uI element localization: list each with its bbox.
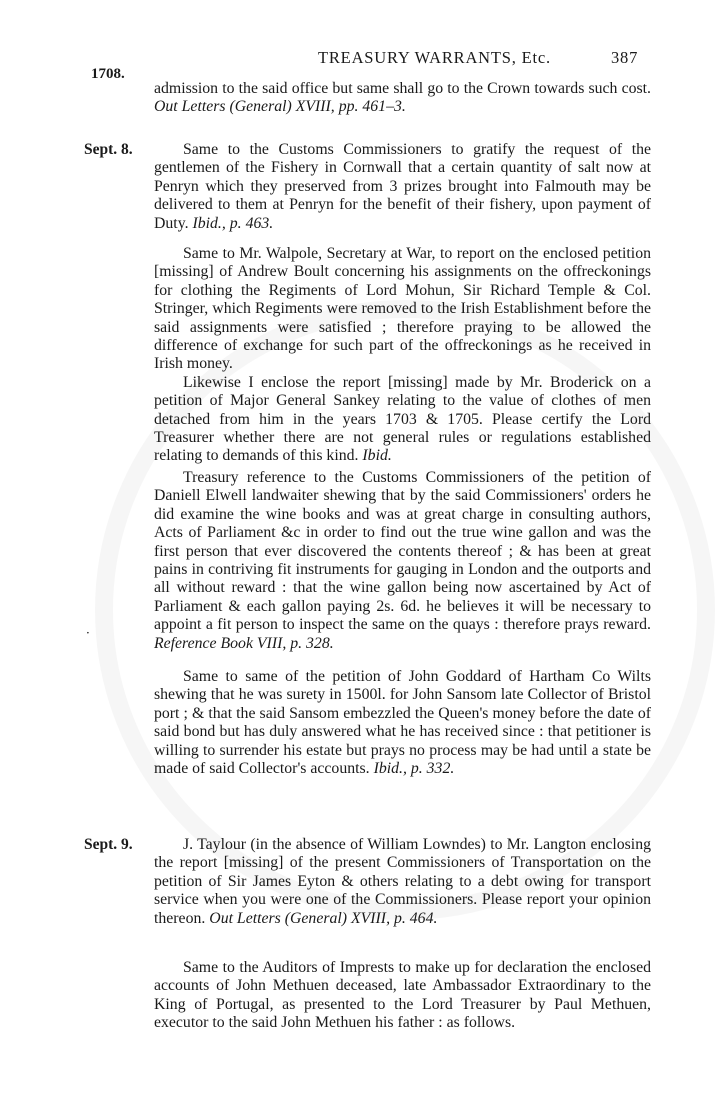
entry-body: Same to Mr. Walpole, Secretary at War, to report on the enclosed petition [missing] of Andrew Boult concerning his assignments on the offreckonings for clothing the Regiments of Lord Mohun, Sir Richard Temple & Col. Stringer, which Regiments were removed to the Irish Establishment before the said assignments were satisfied ; therefore praying to be allowed the difference of exchange for such part of the offreckonings as he received in Irish money. xyxy=(154,245,651,373)
entry-text xyxy=(154,836,651,928)
margin-mark: · xyxy=(86,626,90,640)
entry-text xyxy=(154,245,651,466)
entry-text xyxy=(154,959,651,1033)
running-title: TREASURY WARRANTS, Etc. xyxy=(318,48,551,67)
entry-reference: Ibid., p. 463. xyxy=(192,214,274,232)
margin-date: Sept. 9. xyxy=(84,836,133,853)
page-number: 387 xyxy=(611,48,639,67)
entry-body-continued: Likewise I enclose the report [missing] made by Mr. Broderick on a petition of Major General Sankey relating to the value of clothes of men detached from him in the years 1703 & 1705. Please certify the Lord Treasurer whether there are not general rules or regulations established relating to demands of this kind. xyxy=(154,373,651,465)
margin-date: Sept. 8. xyxy=(84,141,133,158)
entry-body: Same to the Customs Commissioners to gratify the request of the gentlemen of the Fishery in Cornwall that a certain quantity of salt now at Penryn which they preserved from 3 prizes brought into Falmouth may be delivered to them at Penryn for the benefit of their fishery, upon payment of Duty. xyxy=(154,141,651,232)
entry-body: admission to the said office but same shall go to the Crown towards such cost. xyxy=(154,80,651,97)
entry-text xyxy=(154,668,651,778)
entry-body: J. Taylour (in the absence of William Lowndes) to Mr. Langton enclosing the report [missing] of the present Commissioners of Transportation on the petition of Sir James Eyton & others relating to a debt owing for transport service when you were one of the Commissioners. Please report your opinion thereon. xyxy=(154,836,651,927)
entry-reference: Ibid., p. 332. xyxy=(373,760,455,778)
running-header xyxy=(0,44,727,68)
entry-body: Same to same of the petition of John Goddard of Hartham Co Wilts shewing that he was surety in 1500l. for John Sansom late Collector of Bristol port ; & that the said Sansom embezzled the Queen's money before the date of said bond but has duly answered what he has received since : that petitioner is willing to surrender his estate but prays no process may be had until a state be made of said Collector's accounts. xyxy=(154,668,651,778)
entry-reference: Ibid. xyxy=(362,447,392,465)
entry-text xyxy=(154,469,651,653)
entry-text xyxy=(154,80,651,117)
entry-body: Same to the Auditors of Imprests to make up for declaration the enclosed accounts of John Methuen deceased, late Ambassador Extraordinary to the King of Portugal, as presented to the Lord Treasurer by Paul Methuen, executor to the said John Methuen his father : as follows. xyxy=(154,959,651,1032)
entry-reference: Reference Book VIII, p. 328. xyxy=(154,634,334,652)
entry-reference: Out Letters (General) XVIII, pp. 461–3. xyxy=(154,98,406,116)
entry-reference: Out Letters (General) XVIII, p. 464. xyxy=(209,909,438,927)
entry-text xyxy=(154,141,651,233)
margin-year: 1708. xyxy=(91,66,125,82)
entry-body: Treasury reference to the Customs Commissioners of the petition of Daniell Elwell landwaiter shewing that by the said Commissioners' orders he did examine the wine books and was at great charge in consulting authors, Acts of Parliament &c in order to find out the true wine gallon and was the first person that ever discovered the contents thereof ; & has been at great pains in contriving fit instruments for gauging in London and the outports and all without reward : that the wine gallon being now ascertained by Act of Parliament & each gallon paying 2s. 6d. he believes it will be necessary to appoint a fit person to inspect the same on the quays : therefore prays reward. xyxy=(154,469,651,634)
